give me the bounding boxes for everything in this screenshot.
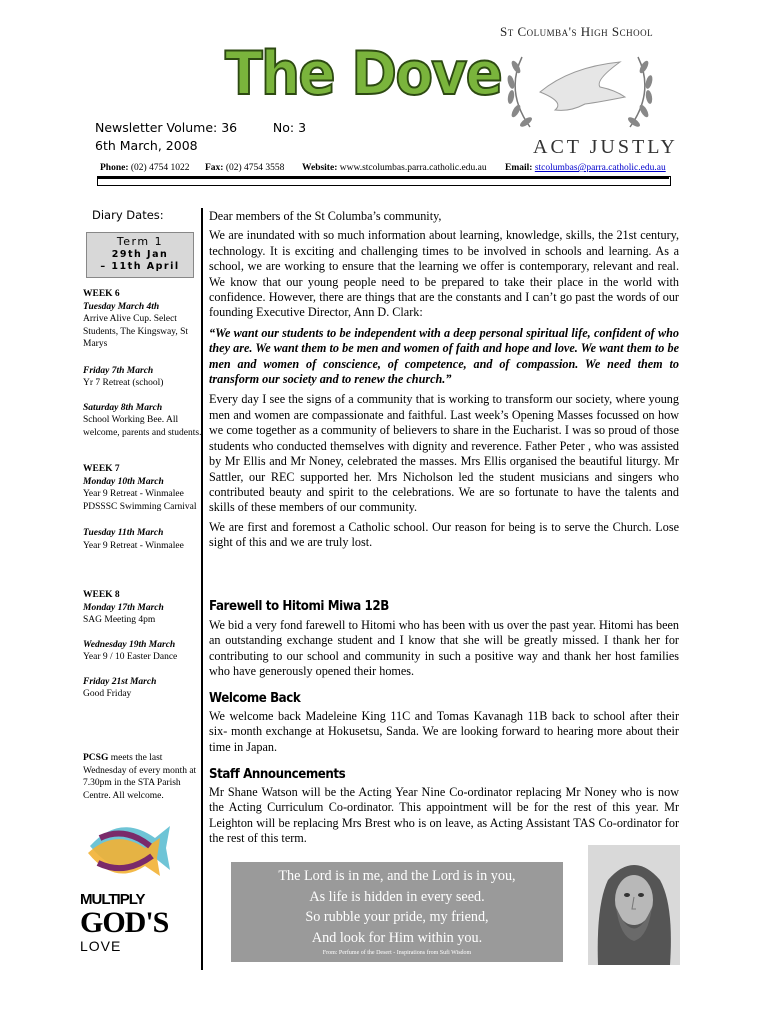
week8-block <box>83 589 203 701</box>
term-box <box>86 232 194 278</box>
poem-line: So rubble your pride, my friend, <box>305 909 489 925</box>
diary-event: Year 9 Retreat - Winmalee PDSSSC Swimming Carnival <box>83 489 197 512</box>
newsletter-date: 6th March, 2008 <box>95 138 198 153</box>
diary-date: Wednesday 19th March <box>83 639 176 650</box>
diary-event: Year 9 / 10 Easter Dance <box>83 652 178 662</box>
week-heading: WEEK 6 <box>83 289 120 299</box>
founder-quote: “We want our students to be independent with a deep personal spiritual life, confident of who they are. We want them to be men and women of faith and hope and love. We want them to be men and women of conscience, of competence, and of compassion. We need them to transform our society and to renew the church.” <box>209 325 679 387</box>
diary-event: Good Friday <box>83 689 132 699</box>
diary-date: Friday 21st March <box>83 676 157 687</box>
section-heading: Farewell to Hitomi Miwa 12B <box>209 598 389 614</box>
diary-event: Year 9 Retreat - Winmalee <box>83 540 184 551</box>
diary-event: SAG Meeting 4pm <box>83 615 156 625</box>
school-motto: ACT JUSTLY <box>533 136 678 158</box>
week6-block <box>83 288 203 439</box>
diary-dates-title: Diary Dates: <box>92 208 164 222</box>
fax-label: Fax: <box>205 163 224 173</box>
welcome-paragraph: We welcome back Madeleine King 11C and Tomas Kavanagh 11B back to school after their six- month exchange at Hokusetsu, Sanda. We are looking forward to hearing more about their time in Japan. <box>209 709 679 754</box>
multiply-gods-love-logo <box>80 808 175 968</box>
website-label: Website: <box>302 163 338 173</box>
poem-line: And look for Him within you. <box>311 929 483 946</box>
farewell-paragraph: We bid a very fond farewell to Hitomi who has been with us over the past year. Hitomi has been an outstanding exchange student and I know that she will be greatly missed. I thank her for contributing to our school and community in such a positive way and thank her host families who have generously opened their homes. <box>209 618 679 679</box>
logo-line-2: GOD'S <box>80 906 169 939</box>
pcsg-text: meets the last Wednesday of every month at 7.30pm in the STA Parish Centre. All welcome. <box>83 753 197 801</box>
email-link[interactable]: stcolumbas@parra.catholic.edu.au <box>534 163 666 173</box>
pcsg-notice <box>83 752 208 802</box>
poem-box <box>231 862 566 962</box>
poem-line: As life is hidden in every seed. <box>309 888 485 905</box>
phone-label: Phone: <box>100 163 129 173</box>
week7-block <box>83 463 203 552</box>
diary-date: Monday 17th March <box>83 602 164 613</box>
diary-date: Tuesday 11th March <box>83 528 164 538</box>
email-label: Email: <box>505 163 533 173</box>
website-link[interactable]: www.stcolumbas.parra.catholic.edu.au <box>339 163 487 173</box>
section-heading: Welcome Back <box>209 690 301 706</box>
section-heading: Staff Announcements <box>209 766 346 782</box>
jesus-portrait-image <box>588 845 680 965</box>
greeting: Dear members of the St Columba’s community, <box>209 209 442 223</box>
week-heading: WEEK 8 <box>83 590 120 600</box>
poem-line: The Lord is in me, and the Lord is in you, <box>278 868 516 884</box>
term-title: Term 1 <box>116 235 164 248</box>
diary-event: Yr 7 Retreat (school) <box>83 378 164 388</box>
fax-number: (02) 4754 3558 <box>225 163 285 173</box>
logo-line-3: LOVE <box>80 938 122 954</box>
paragraph: We are first and foremost a Catholic school. Our reason for being is to serve the Church. Lose sight of this and we are truly lost. <box>209 519 679 550</box>
dove-wreath-logo <box>500 42 660 137</box>
header-rule-top <box>97 176 669 179</box>
term-start: 29th Jan <box>111 248 169 260</box>
phone-number: (02) 4754 1022 <box>130 163 190 173</box>
masthead-title: The Dove <box>225 39 502 109</box>
contact-bar <box>100 163 680 173</box>
logo-line-1: MULTIPLY <box>80 891 145 908</box>
term-end: – 11th April <box>100 261 180 272</box>
paragraph: We are inundated with so much information about learning, knowledge, skills, the 21st century, technology. It is exciting and challenging times to be involved in schools and learning. As a school, we are working to ensure that the learning we offer is contemporary, relevant and real. We know that our young people need to be prepared to take their place in the world with confidence. However, there are things that are the constants and I can’t go past the words of our founding Executive Director, Ann D. Clark: <box>209 228 679 320</box>
pcsg-label: PCSG <box>83 753 109 763</box>
diary-date: Saturday 8th March <box>83 402 163 413</box>
diary-date: Monday 10th March <box>83 476 164 487</box>
diary-date: Friday 7th March <box>83 365 154 376</box>
letter-body <box>209 209 679 551</box>
column-divider <box>201 208 203 970</box>
school-name: St Columba's High School <box>500 24 654 39</box>
fish-icon <box>80 808 175 888</box>
week-heading: WEEK 7 <box>83 464 120 474</box>
poem-source: From: Perfume of the Desert - Inspirations from Sufi Wisdom <box>322 950 472 956</box>
newsletter-volume: Newsletter Volume: 36 No: 3 <box>95 120 307 135</box>
diary-event: School Working Bee. All welcome, parents and students. <box>83 415 202 438</box>
diary-event: Arrive Alive Cup. Select Students, The Kingsway, St Marys <box>83 314 189 349</box>
paragraph: Every day I see the signs of a community that is working to transform our society, where young men and women are compassionate and faithful. Last week’s Opening Masses focussed on how we come together as a community of believers to share in the Eucharist. I was so proud of those students who conducted themselves with dignity and reverence. Father Peter , who was assisted by Mr Ellis and Mr Noney, celebrated the masses. Mrs Ellis organised the beautiful liturgy. Mr Sattler, our REC supported her. Mrs Nicholson led the student musicians and singers who contributed beauty and spirit to the celebrations. We are so fortunate to have the talents and skills of these members of our community. <box>209 392 679 515</box>
staff-paragraph: Mr Shane Watson will be the Acting Year Nine Co-ordinator replacing Mr Noney who is now the Acting Curriculum Co-ordinator. This appointment will be for the rest of this year. Mr Leighton will be replacing Mrs Brest who is on leave, as Acting Assistant TAS Co-ordinator for the rest of this term. <box>209 785 679 846</box>
diary-date: Tuesday March 4th <box>83 301 160 312</box>
